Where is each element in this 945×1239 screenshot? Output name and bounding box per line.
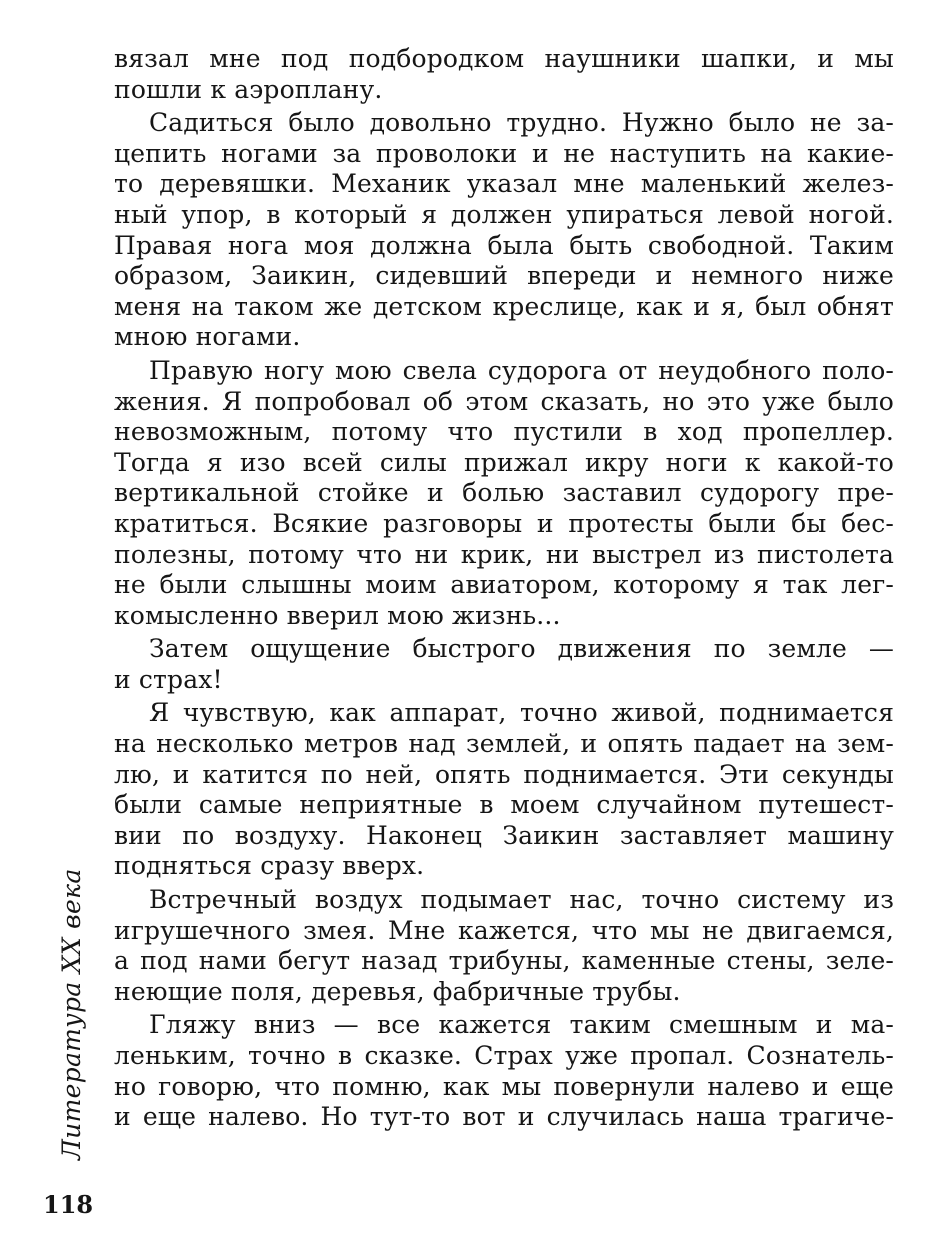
text-line: Гляжу вниз — все кажется таким смешным и ма- (149, 1010, 894, 1040)
paragraph (114, 356, 894, 631)
text-line: Садиться было довольно трудно. Нужно было не за- (149, 108, 894, 138)
text-line: пошли к аэроплану. (114, 74, 383, 104)
text-line: Встречный воздух подымает нас, точно систему из (149, 885, 894, 915)
text-line: и еще налево. Но тут-то вот и случилась наша трагиче- (114, 1102, 894, 1132)
text-line: ный упор, в который я должен упираться левой ногой. (114, 199, 894, 229)
text-line: цепить ногами за проволоки и не наступить на какие- (114, 138, 894, 168)
text-line: не были слышны моим авиатором, которому я так лег- (114, 570, 894, 600)
text-line: меня на таком же детском креслице, как и я, был обнят (114, 291, 894, 321)
paragraph (114, 108, 894, 353)
text-line: кратиться. Всякие разговоры и протесты были бы бес- (114, 508, 894, 538)
text-line: мною ногами. (114, 322, 301, 352)
paragraph (114, 634, 894, 695)
text-line: Я чувствую, как аппарат, точно живой, поднимается (149, 698, 894, 728)
text-line: но говорю, что помню, как мы повернули налево и еще (114, 1071, 894, 1101)
paragraph (114, 698, 894, 882)
text-line: игрушечного змея. Мне кажется, что мы не двигаемся, (114, 915, 894, 945)
text-line: подняться сразу вверх. (114, 851, 425, 881)
text-line: были самые неприятные в моем случайном путешест- (114, 790, 894, 820)
text-line: Тогда я изо всей силы прижал икру ноги к какой-то (114, 447, 894, 477)
paragraph (114, 885, 894, 1007)
text-line: на несколько метров над землей, и опять падает на зем- (114, 729, 894, 759)
text-line: Затем ощущение быстрого движения по земле — (149, 634, 894, 664)
paragraph (114, 44, 894, 105)
page-number: 118 (43, 1190, 94, 1219)
text-line: и страх! (114, 664, 223, 694)
running-head: Литература XX века (57, 868, 86, 1160)
text-line: комысленно вверил мою жизнь... (114, 600, 561, 630)
text-line: а под нами бегут назад трибуны, каменные стены, зеле- (114, 946, 894, 976)
text-line: лю, и катится по ней, опять поднимается. Эти секунды (114, 759, 894, 789)
paragraph (114, 1010, 894, 1132)
text-line: вии по воздуху. Наконец Заикин заставляет машину (114, 820, 894, 850)
text-line: то деревяшки. Механик указал мне маленький желез- (114, 169, 894, 199)
text-line: образом, Заикин, сидевший впереди и немного ниже (114, 261, 894, 291)
text-line: вязал мне под подбородком наушники шапки, и мы (114, 44, 894, 73)
text-line: Правая нога моя должна была быть свободной. Таким (114, 230, 894, 260)
text-line: Правую ногу мою свела судорога от неудобного поло- (149, 355, 894, 385)
text-line: неющие поля, деревья, фабричные трубы. (114, 976, 681, 1006)
text-line: вертикальной стойке и болью заставил судорогу пре- (114, 478, 894, 508)
text-line: леньким, точно в сказке. Страх уже пропал. Сознатель- (114, 1041, 894, 1070)
text-line: жения. Я попробовал об этом сказать, но это уже было (114, 386, 894, 416)
body-text (114, 44, 894, 1133)
text-line: полезны, потому что ни крик, ни выстрел из пистолета (114, 539, 894, 569)
text-line: невозможным, потому что пустили в ход пропеллер. (114, 417, 894, 447)
